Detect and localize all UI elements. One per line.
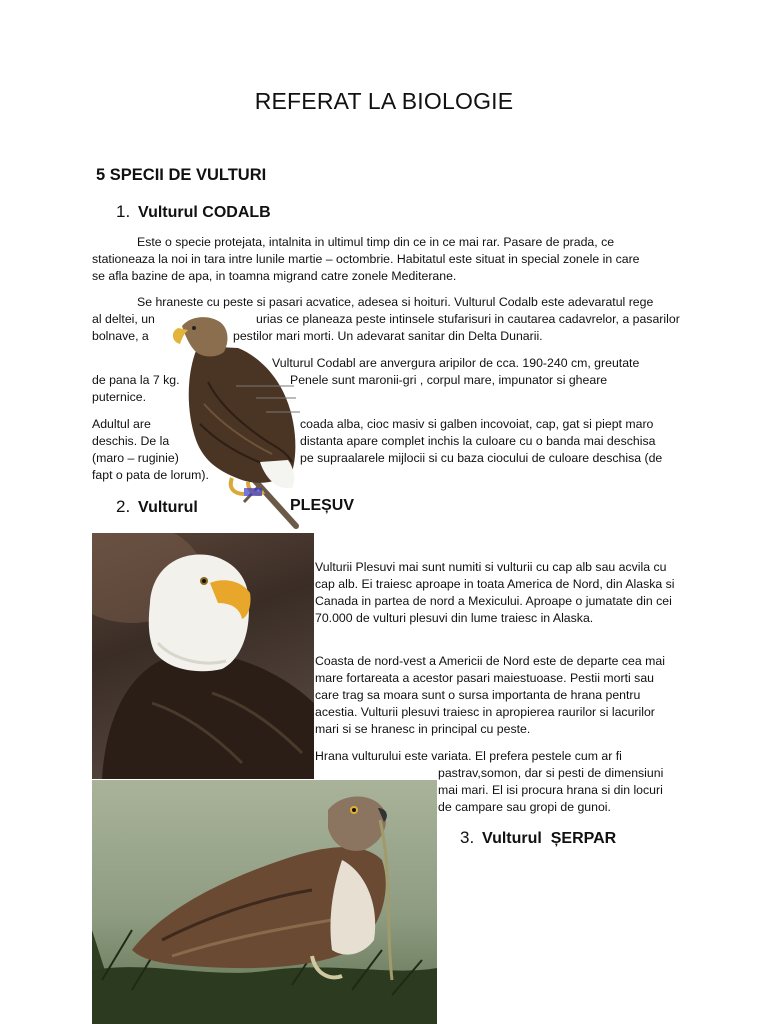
s2-paragraph-3-rest: pastrav,somon, dar si pesti de dimensiuni mai mari. El isi procura hrana si din locuri de campare sau gropi de gunoi. xyxy=(438,766,664,814)
document-title: REFERAT LA BIOLOGIE xyxy=(254,88,514,114)
s1-p4-line1b: coada alba, cioc masiv si galben incovoiat, cap, gat si piept maro xyxy=(300,417,654,431)
s2-paragraph-1: Vulturii Plesuvi mai sunt numiti si vulturii cu cap alb sau acvila cu cap alb. Ei traiesc aproape in toata America de Nord, din Alaska si Canada in partea de nord a Mexicului. Aproape o jumatate din cei 70.000 de vulturi plesuvi din lume traiesc in Alaska. xyxy=(315,560,675,625)
bald-eagle-illustration xyxy=(92,533,314,779)
s1-p1-line3: se afla bazine de apa, in toamna migrand catre zonele Mediterane. xyxy=(92,269,457,283)
s1-p2-line3a: bolnave, a xyxy=(92,329,149,343)
s1-p4-line3b: pe supraalarele mijlocii si cu baza ciocului de culoare deschisa (de xyxy=(300,451,663,465)
s1-p2-line3b: pestilor mari morti. Un adevarat sanitar din Delta Dunarii. xyxy=(233,329,543,343)
s1-p1-line1: Este o specie protejata, intalnita in ultimul timp din ce in ce mai rar. Pasare de prada, ce xyxy=(137,235,615,249)
s1-p3-line2a: de pana la 7 kg. xyxy=(92,373,180,387)
bald-eagle-photo xyxy=(92,533,314,779)
section-2-number: 2. xyxy=(116,497,131,516)
section-2-title-b: PLEȘUV xyxy=(290,497,355,514)
s1-p4-line1a: Adultul are xyxy=(92,417,151,431)
s1-p3-line1: Vulturul Codabl are anvergura aripilor de cca. 190-240 cm, greutate xyxy=(272,356,640,370)
s1-p4-line2b: distanta apare complet inchis la culoare cu o banda mai deschisa xyxy=(300,434,656,448)
section-2-heading xyxy=(116,497,198,517)
section-1-heading xyxy=(116,202,271,222)
s1-p2-line2a: al deltei, un xyxy=(92,312,155,326)
s2-paragraph-2: Coasta de nord-vest a Americii de Nord este de departe cea mai mare fortareata a acestor pasari maiestuoase. Pestii morti sau care trag sa moara sunt o sursa importanta de hrana pentru acestia. Vulturii plesuvi traiesc in apropierea raurilor si lacurilor mari si se hranesc in principal cu peste. xyxy=(315,654,665,736)
s1-p2-line2b: urias ce planeaza peste intinsele stufarisuri in cautarea cadavrelor, a pasarilor xyxy=(256,312,680,326)
snake-eagle-illustration xyxy=(92,780,437,1024)
s1-p4-line2a: deschis. De la xyxy=(92,434,170,448)
document-subtitle: 5 SPECII DE VULTURI xyxy=(96,166,267,184)
section-3-title: Vulturul ȘERPAR xyxy=(482,830,617,847)
s1-p4-line4: fapt o pata de lorum). xyxy=(92,468,209,482)
s1-p3-line2b: Penele sunt maronii-gri , corpul mare, impunator si gheare xyxy=(290,373,608,387)
section-3-number: 3. xyxy=(460,828,475,847)
s1-p3-line3: puternice. xyxy=(92,390,147,404)
caption-lines xyxy=(236,380,306,420)
s1-p1-line2: stationeaza la noi in tara intre lunile martie – octombrie. Habitatul este situat in special zonele in care xyxy=(92,252,640,266)
s2-paragraph-3-line1: Hrana vulturului este variata. El prefera pestele cum ar fi xyxy=(315,749,622,763)
section-1-title: Vulturul CODALB xyxy=(138,204,271,221)
section-1-number: 1. xyxy=(116,202,131,221)
section-3-heading xyxy=(460,828,616,848)
snake-eagle-photo xyxy=(92,780,437,1024)
s1-p4-line3a: (maro – ruginie) xyxy=(92,451,179,465)
section-2-title-a: Vulturul xyxy=(138,499,198,516)
s1-p2-line1: Se hraneste cu peste si pasari acvatice, adesea si hoituri. Vulturul Codalb este adevaratul rege xyxy=(137,295,654,309)
